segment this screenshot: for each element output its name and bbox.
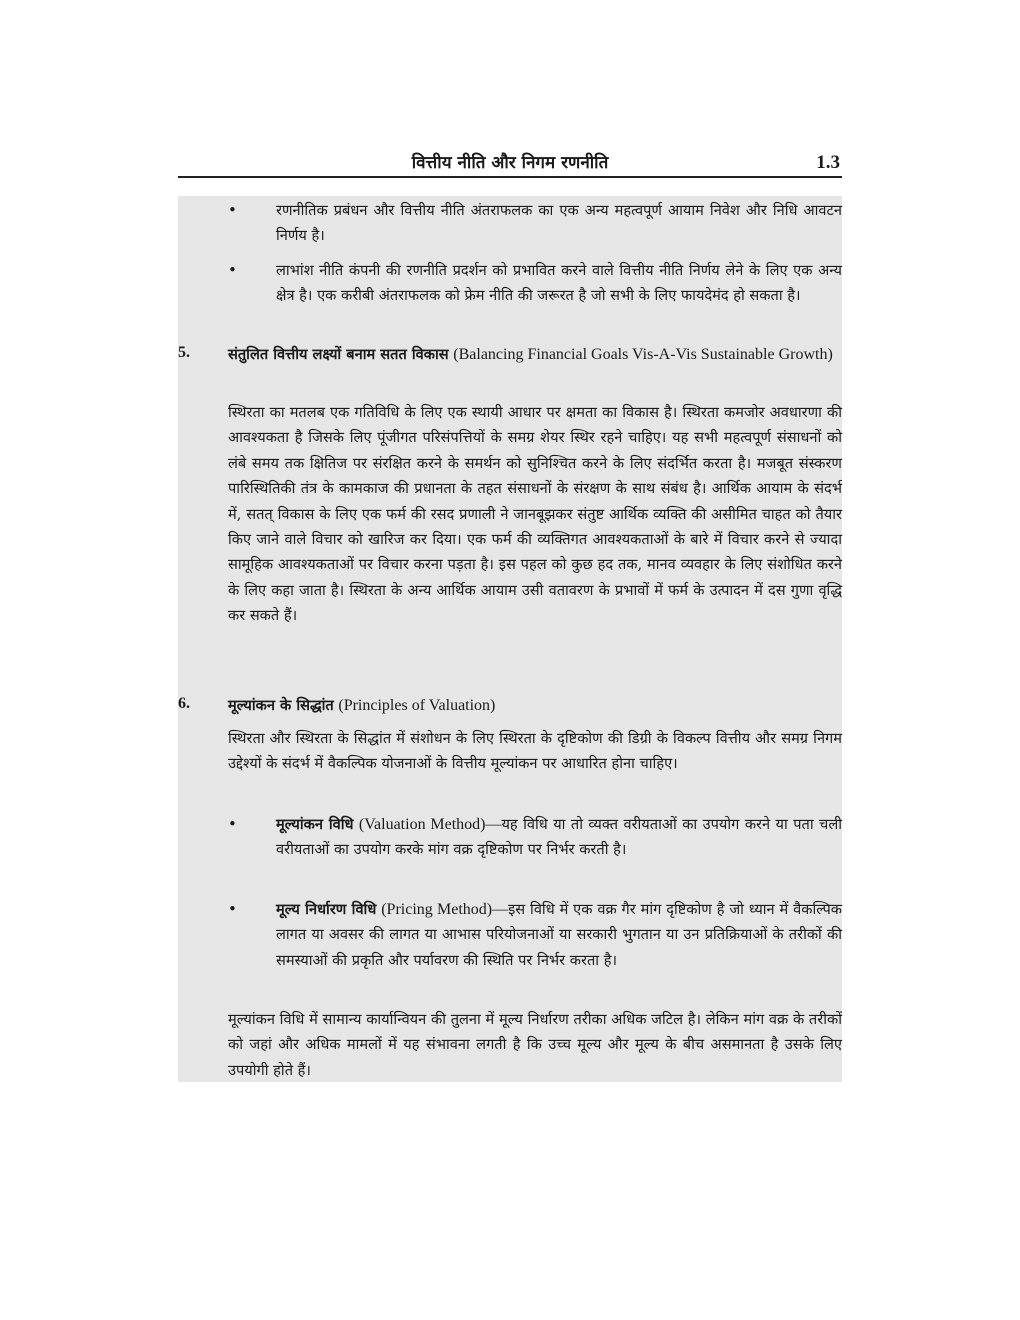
list-item bbox=[178, 258, 842, 309]
bullet-body: यह विधि या तो व्यक्त वरीयताओं का उपयोग करने या पता चली वरीयताओं का उपयोग करके मांग वक्र दृष्टिकोण पर निर्भर करती है। bbox=[276, 816, 842, 859]
bullet-text: रणनीतिक प्रबंधन और वित्तीय नीति अंतराफलक का एक अन्य महत्वपूर्ण आयाम निवेश और निधि आवटन निर्णय है। bbox=[276, 202, 842, 245]
section-title-english: (Balancing Financial Goals Vis-A-Vis Sustainable Growth) bbox=[453, 346, 833, 363]
paragraph-text: मूल्यांकन विधि में सामान्य कार्यान्वियन की तुलना में मूल्य निर्धारण तरीका अधिक जटिल है। लेकिन मांग वक्र के तरीकों को जहां और अधिक मामलों में यह संभावना लगती है कि उच्च मूल्य और मूल्य के बीच असमानता है उसके लिए उपयोगी होते हैं। bbox=[228, 1011, 842, 1079]
section-heading bbox=[178, 693, 842, 719]
paragraph-text: स्थिरता का मतलब एक गतिविधि के लिए एक स्थायी आधार पर क्षमता का विकास है। स्थिरता कमजोर अवधारणा की आवश्यकता है जिसके लिए पूंजीगत परिसंपत्तियों के समग्र शेयर स्थिर रहने चाहिए। यह सभी महत्वपूर्ण संसाधनों को लंबे समय तक क्षितिज पर संरक्षित करने के समर्थन को सुनिश्चित करने के लिए संदर्भित करता है। मजबूत संस्करण पारिस्थितिकी तंत्र के कामकाज की प्रधानता के तहत संसाधनों के संरक्षण के साथ संबंध है। आर्थिक आयाम के संदर्भ में, सतत् विकास के लिए एक फर्म की रसद प्रणाली ने जानबूझकर संतुष्ट आर्थिक व्यक्ति की असीमित चाहत को तैयार किए जाने वाले विचार को खारिज कर दिया। एक फर्म की व्यक्तिगत आवश्यकताओं के बारे में विचार करने से ज्यादा सामूहिक आवश्यकताओं पर विचार करना पड़ता है। इस पहल को कुछ हद तक, मानव व्यवहार के लिए संशोधित करने के लिए कहा जाता है। स्थिरता के अन्य आर्थिक आयाम उसी वतावरण के प्रभावों में फर्म के उत्पादन में दस गुणा वृद्धि कर सकते हैं। bbox=[228, 404, 842, 625]
list-item bbox=[178, 198, 842, 249]
section-number: 5. bbox=[178, 344, 190, 361]
bullet-body: इस विधि में एक वक्र गैर मांग दृष्टिकोण है जो ध्यान में वैकल्पिक लागत या अवसर की लागत या आभास परियोजनाओं या सरकारी भुगतान या उन प्रतिक्रियाओं के तरीकों की समस्याओं की प्रकृति और पर्यावरण की स्थिति पर निर्भर करता है। bbox=[276, 901, 843, 969]
closing-paragraph bbox=[228, 1007, 842, 1083]
paragraph-text: स्थिरता और स्थिरता के सिद्धांत में संशोधन के लिए स्थिरता के दृष्टिकोण की डिग्री के विकल्प वित्तीय और समग्र निगम उद्देश्यों के संदर्भ में वैकल्पिक योजनाओं के वित्तीय मूल्यांकन पर आधारित होना चाहिए। bbox=[228, 730, 842, 773]
bullet-icon: • bbox=[228, 201, 237, 219]
bullet-text: लाभांश नीति कंपनी की रणनीति प्रदर्शन को प्रभावित करने वाले वित्तीय नीति निर्णय लेने के लिए एक अन्य क्षेत्र है। एक करीबी अंतराफलक को फ्रेम नीति की जरूरत है जो सभी के लिए फायदेमंद हो सकता है। bbox=[276, 262, 842, 305]
section-heading bbox=[178, 342, 842, 368]
content-area bbox=[178, 196, 842, 1082]
bullet-text bbox=[276, 897, 842, 973]
section-paragraph bbox=[228, 400, 842, 629]
bullet-term-english: (Pricing Method)— bbox=[381, 901, 509, 918]
list-item bbox=[178, 897, 842, 973]
bullet-icon: • bbox=[228, 815, 237, 833]
page-number: 1.3 bbox=[816, 152, 840, 173]
section-paragraph bbox=[228, 726, 842, 777]
section-title-hindi: संतुलित वित्तीय लक्ष्यों बनाम सतत विकास bbox=[228, 346, 449, 363]
bullet-term-hindi: मूल्य निर्धारण विधि bbox=[276, 901, 377, 918]
section-title-english: (Principles of Valuation) bbox=[338, 697, 496, 714]
bullet-icon: • bbox=[228, 261, 237, 279]
section-number: 6. bbox=[178, 695, 190, 712]
running-title: वित्तीय नीति और निगम रणनीति bbox=[411, 153, 609, 173]
page-header bbox=[178, 148, 842, 178]
bullet-term-english: (Valuation Method)— bbox=[358, 816, 502, 833]
bullet-icon: • bbox=[228, 900, 237, 918]
bullet-text bbox=[276, 812, 842, 863]
bullet-term-hindi: मूल्यांकन विधि bbox=[276, 816, 354, 833]
list-item bbox=[178, 812, 842, 863]
section-title-hindi: मूल्यांकन के सिद्धांत bbox=[228, 697, 334, 714]
